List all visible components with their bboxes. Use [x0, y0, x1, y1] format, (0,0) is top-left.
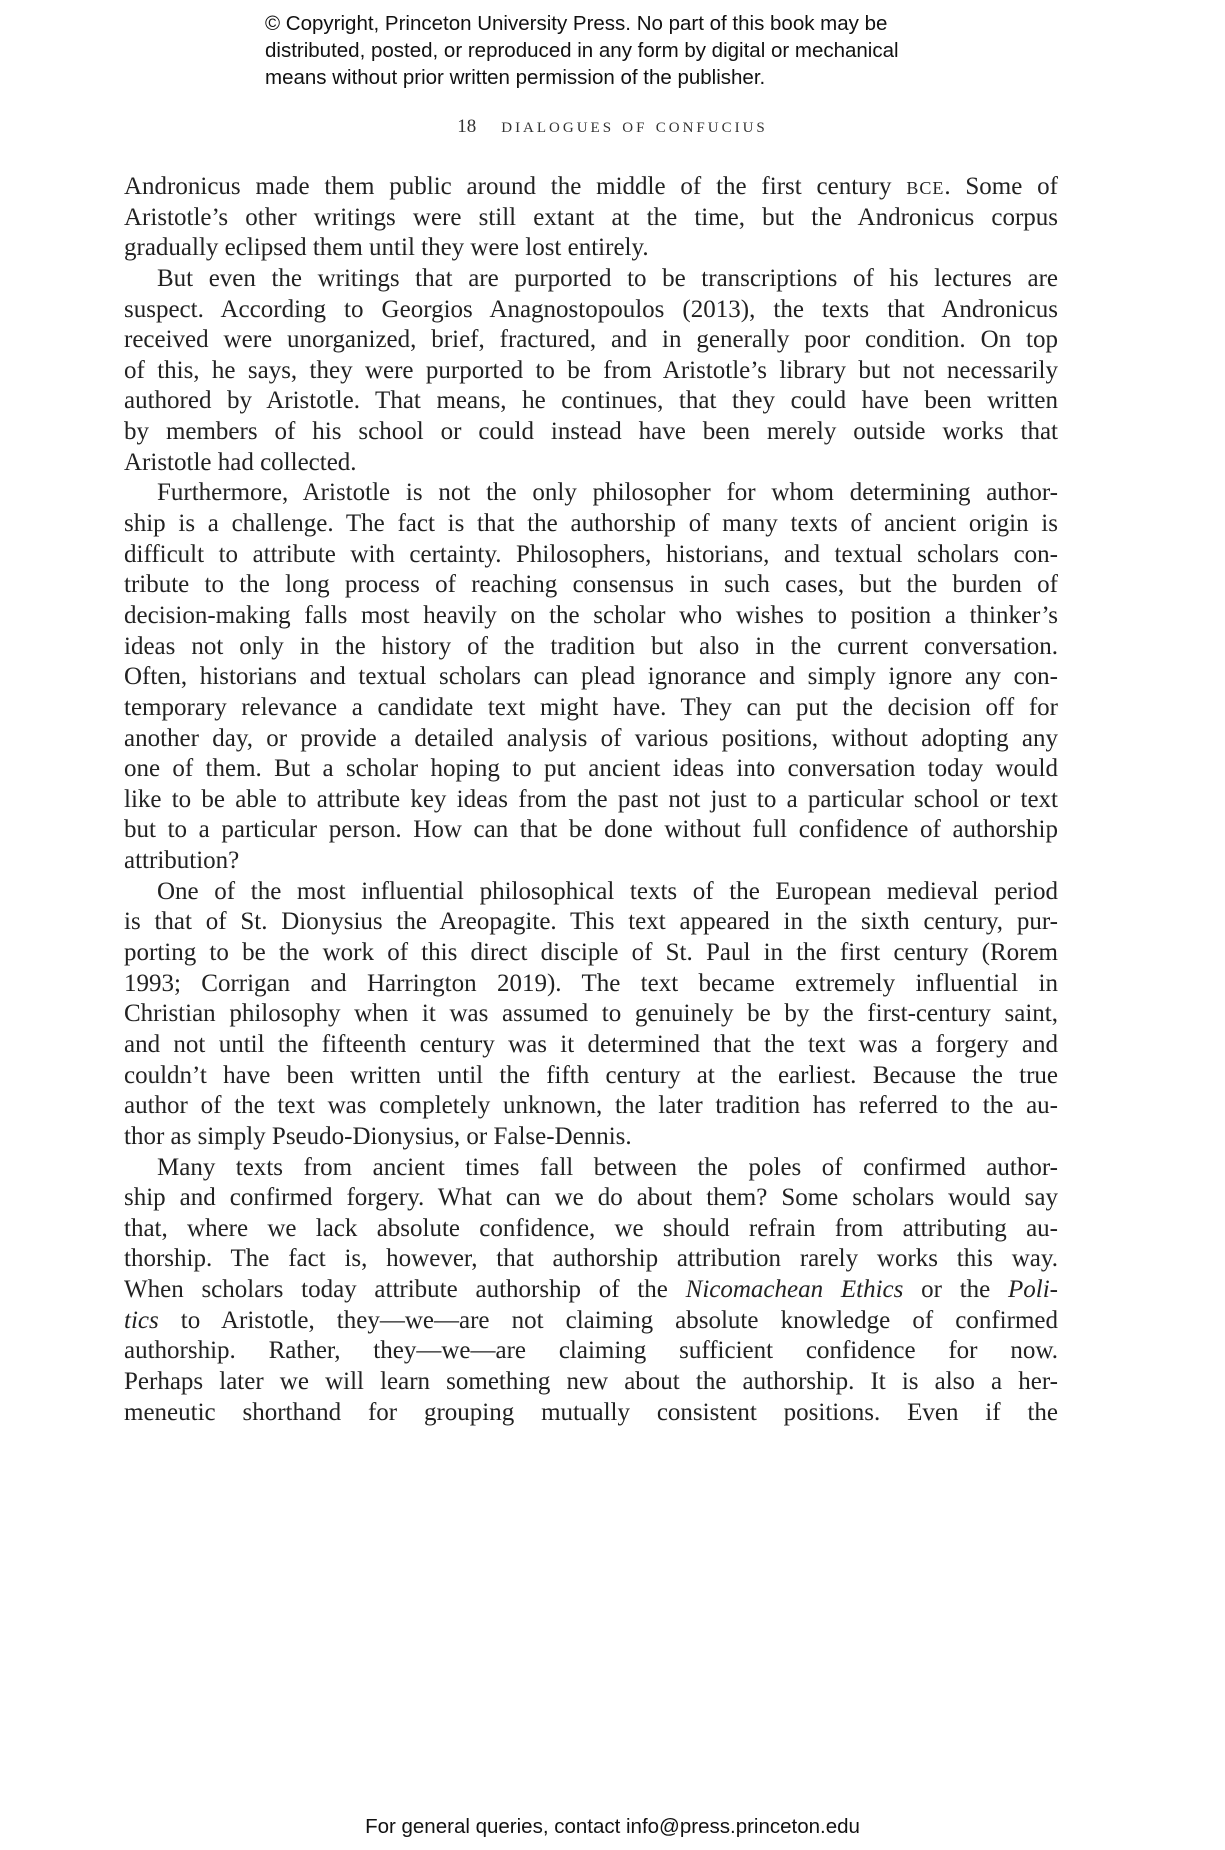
text-line: porting to be the work of this direct disciple of St. Paul in the first century (Rorem — [124, 939, 1058, 967]
text-line: Christian philosophy when it was assumed to genuinely be by the first-century saint, — [124, 1000, 1058, 1028]
text-line: Aristotle’s other writings were still extant at the time, but the Andronicus corpus — [124, 203, 1058, 231]
text-line: When scholars today attribute authorship of the Nicomachean Ethics or the Poli- — [124, 1276, 1059, 1304]
text-line: thor as simply Pseudo-Dionysius, or False-Dennis. — [124, 1122, 632, 1150]
text-line: meneutic shorthand for grouping mutually consistent positions. Even if the — [124, 1398, 1058, 1426]
book-title-italic: tics — [124, 1306, 159, 1334]
text-line: ideas not only in the history of the tradition but also in the current conversation. — [124, 632, 1058, 660]
copyright-line: distributed, posted, or reproduced in any form by digital or mechanical — [265, 39, 899, 62]
contact-footer: For general queries, contact info@press.princeton.edu — [365, 1815, 860, 1838]
text-line: gradually eclipsed them until they were lost entirely. — [124, 234, 649, 262]
page-number: 18 — [457, 116, 477, 137]
copyright-notice — [265, 10, 1025, 91]
text-line: by members of his school or could instead have been merely outside works that — [124, 418, 1058, 446]
text-line: one of them. But a scholar hoping to put ancient ideas into conversation today would — [124, 755, 1058, 783]
book-title-italic: Nicomachean Ethics — [685, 1276, 904, 1304]
text-line: authorship. Rather, they—we—are claiming sufficient confidence for now. — [124, 1337, 1058, 1365]
text-line: 1993; Corrigan and Harrington 2019). The text became extremely influential in — [124, 969, 1058, 997]
text-line: but to a particular person. How can that be done without full confidence of authorship — [124, 816, 1058, 844]
book-title-italic: Poli- — [1008, 1276, 1059, 1304]
text-line: But even the writings that are purported to be transcriptions of his lectures are — [157, 264, 1058, 292]
text-line: decision-making falls most heavily on the scholar who wishes to position a thinker’s — [124, 601, 1058, 629]
text-line: ship and confirmed forgery. What can we do about them? Some scholars would say — [124, 1184, 1058, 1212]
running-head — [0, 113, 1225, 138]
copyright-line: © Copyright, Princeton University Press. No part of this book may be — [265, 12, 888, 35]
text-line: Aristotle had collected. — [124, 448, 357, 476]
book-title: dialogues of confucius — [501, 113, 768, 137]
text-line: ship is a challenge. The fact is that the authorship of many texts of ancient origin is — [124, 510, 1058, 538]
text-line: attribution? — [124, 847, 240, 875]
text-line: like to be able to attribute key ideas from the past not just to a particular school or text — [124, 785, 1058, 813]
text-line: difficult to attribute with certainty. Philosophers, historians, and textual scholars con- — [124, 540, 1058, 568]
text-line: Andronicus made them public around the middle of the first century bce. Some of — [124, 173, 1058, 200]
text-line: and not until the fifteenth century was it determined that the text was a forgery and — [124, 1030, 1058, 1058]
copyright-line: means without prior written permission of the publisher. — [265, 66, 766, 89]
text-line: tics to Aristotle, they—we—are not claiming absolute knowledge of confirmed — [124, 1306, 1058, 1334]
text-line: author of the text was completely unknown, the later tradition has referred to the au- — [124, 1092, 1058, 1120]
text-line: of this, he says, they were purported to be from Aristotle’s library but not necessarily — [124, 356, 1058, 384]
text-line: suspect. According to Georgios Anagnostopoulos (2013), the texts that Andronicus — [124, 295, 1058, 323]
text-line: is that of St. Dionysius the Areopagite. This text appeared in the sixth century, pur- — [124, 908, 1058, 936]
text-line: Furthermore, Aristotle is not the only philosopher for whom determining author- — [157, 479, 1058, 507]
text-line: Many texts from ancient times fall between the poles of confirmed author- — [157, 1153, 1058, 1181]
text-line: Often, historians and textual scholars can plead ignorance and simply ignore any con- — [124, 663, 1058, 691]
text-line: temporary relevance a candidate text might have. They can put the decision off for — [124, 693, 1058, 721]
text-line: couldn’t have been written until the fifth century at the earliest. Because the true — [124, 1061, 1058, 1089]
text-line: Perhaps later we will learn something new about the authorship. It is also a her- — [124, 1367, 1058, 1395]
text-line: thorship. The fact is, however, that authorship attribution rarely works this way. — [124, 1245, 1058, 1273]
text-line: authored by Aristotle. That means, he continues, that they could have been written — [124, 387, 1058, 415]
text-line: One of the most influential philosophical texts of the European medieval period — [157, 877, 1058, 905]
body-text — [124, 172, 1058, 1428]
text-line: received were unorganized, brief, fractured, and in generally poor condition. On top — [124, 326, 1058, 354]
text-line: another day, or provide a detailed analysis of various positions, without adopting any — [124, 724, 1058, 752]
text-line: tribute to the long process of reaching consensus in such cases, but the burden of — [124, 571, 1058, 599]
text-line: that, where we lack absolute confidence, we should refrain from attributing au- — [124, 1214, 1058, 1242]
